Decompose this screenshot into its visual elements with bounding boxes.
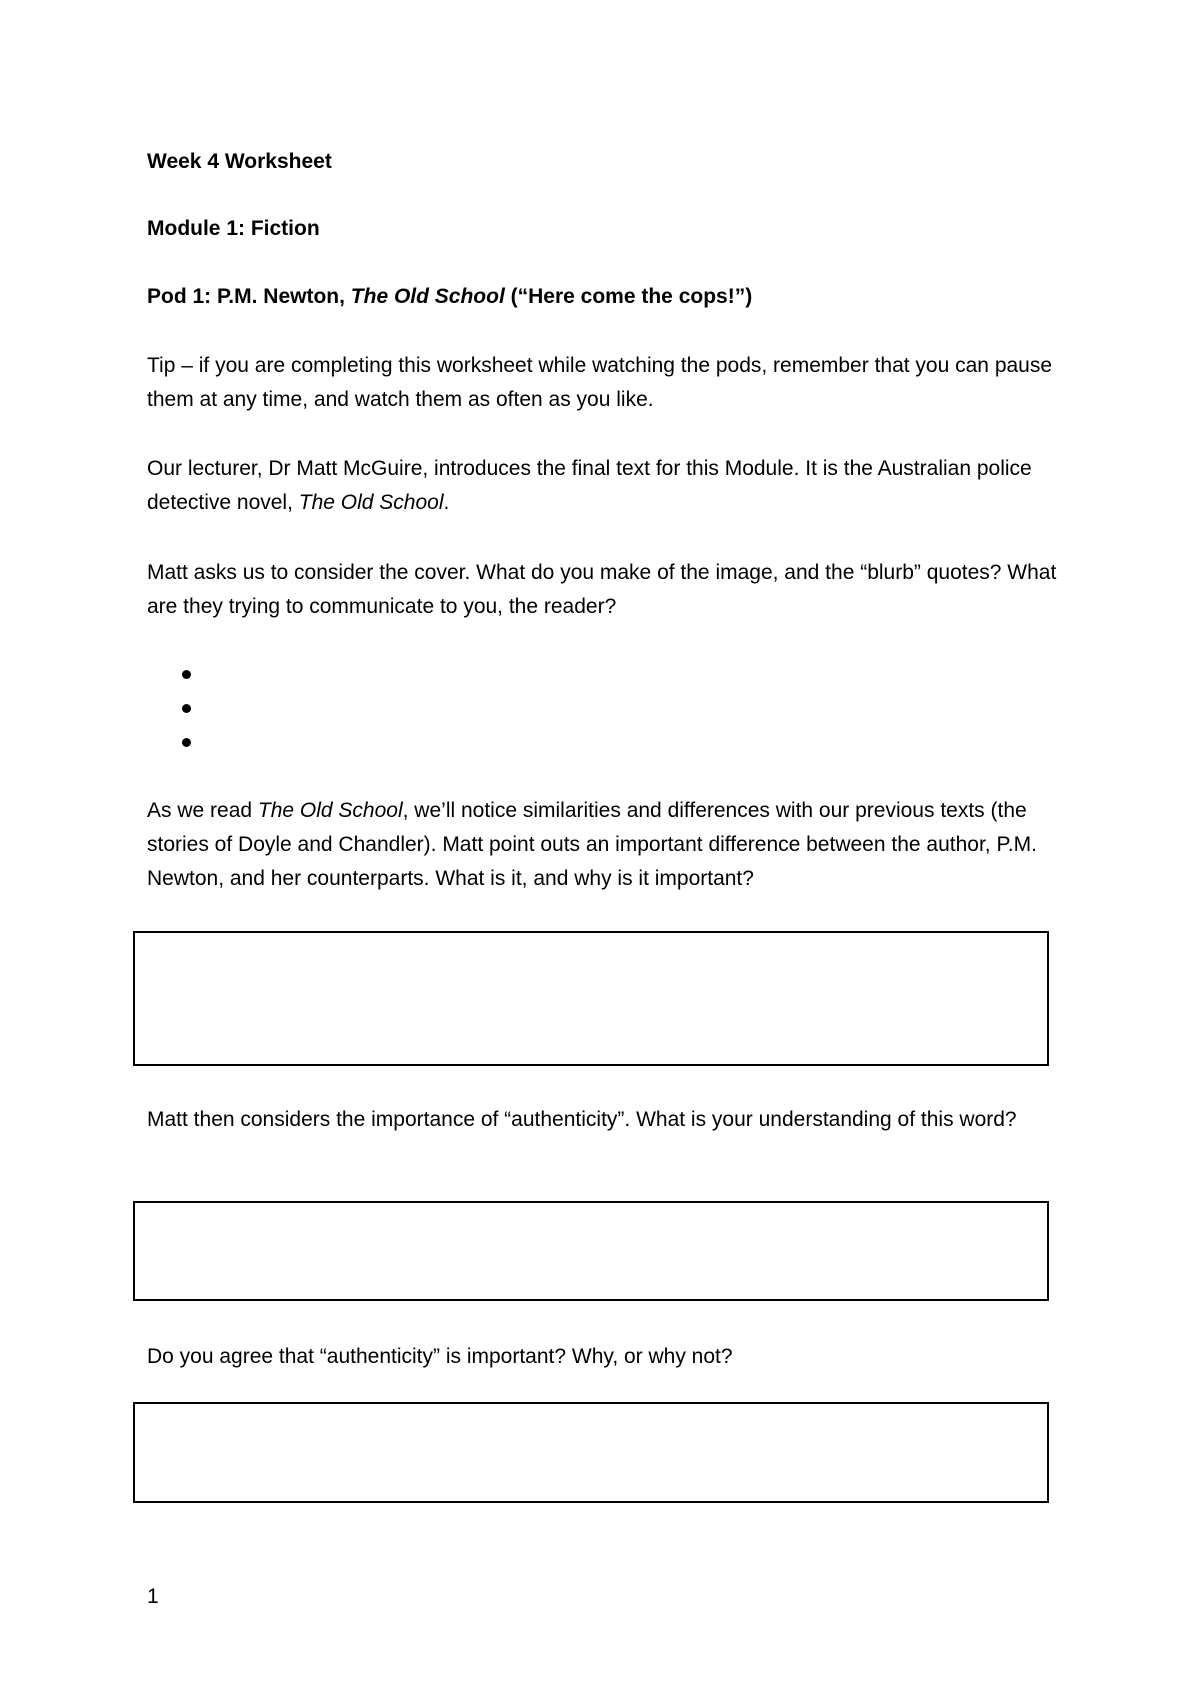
intro-end: . bbox=[443, 491, 450, 514]
difference-start: As we read bbox=[147, 799, 258, 822]
difference-question bbox=[147, 794, 1067, 896]
bullet-icon bbox=[182, 738, 191, 747]
difference-rest: , we’ll notice similarities and differences with our previous texts (the stories of Doyle and Chandler). Matt point outs an important difference between the author, P.M. Newton, and her counterparts. What is it, and why is it important? bbox=[147, 799, 1037, 890]
bullet-icon bbox=[182, 704, 191, 713]
pod-book-title: The Old School bbox=[350, 285, 505, 308]
cover-question: Matt asks us to consider the cover. What do you make of the image, and the “blurb” quotes? What are they trying to communicate to you, the reader? bbox=[147, 561, 1057, 618]
difference-answer-box[interactable] bbox=[133, 931, 1049, 1066]
tip-paragraph: Tip – if you are completing this worksheet while watching the pods, remember that you can pause them at any time, and watch them as often as you like. bbox=[147, 354, 1053, 411]
pod-heading bbox=[147, 280, 1067, 314]
pod-suffix: (“Here come the cops!”) bbox=[504, 285, 753, 308]
pod-prefix: Pod 1: P.M. Newton, bbox=[147, 285, 351, 308]
intro-text: Our lecturer, Dr Matt McGuire, introduces the final text for this Module. It is the Australian police detective novel, bbox=[147, 457, 1032, 514]
page-number: 1 bbox=[147, 1585, 159, 1608]
module-heading: Module 1: Fiction bbox=[147, 217, 320, 240]
intro-book-title: The Old School bbox=[298, 491, 444, 514]
authenticity-question: Matt then considers the importance of “authenticity”. What is your understanding of this word? bbox=[147, 1108, 1017, 1131]
authenticity-answer-box[interactable] bbox=[133, 1201, 1049, 1301]
worksheet-title: Week 4 Worksheet bbox=[147, 150, 332, 173]
agree-question: Do you agree that “authenticity” is important? Why, or why not? bbox=[147, 1345, 733, 1368]
intro-paragraph bbox=[147, 452, 1067, 520]
agree-answer-box[interactable] bbox=[133, 1402, 1049, 1503]
difference-book-title: The Old School bbox=[257, 799, 403, 822]
bullet-icon bbox=[182, 670, 191, 679]
